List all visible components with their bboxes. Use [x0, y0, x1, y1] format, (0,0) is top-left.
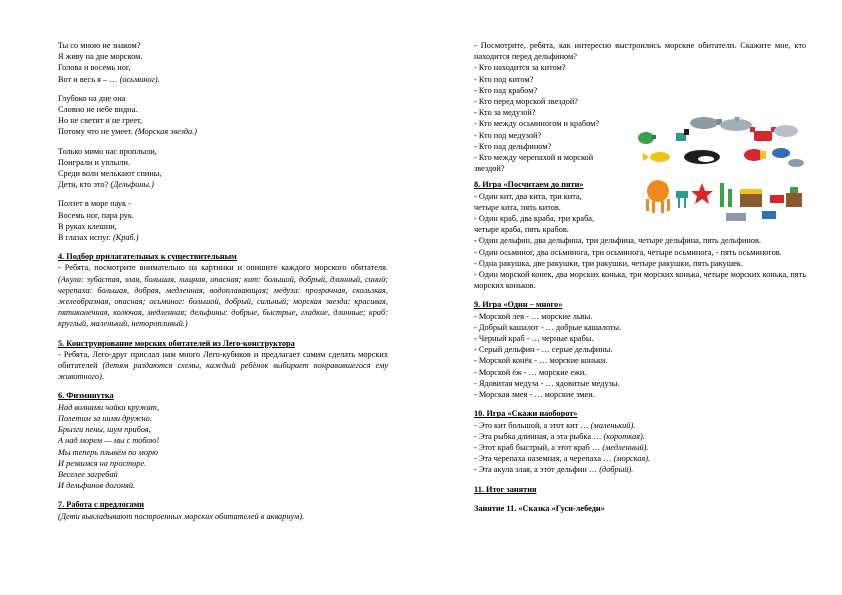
- riddle-line: Ползет в море паук -: [58, 199, 131, 209]
- question-item: - Кто над дельфином?: [474, 141, 552, 151]
- lego-orca-icon: [684, 150, 720, 164]
- count-item: - Один краб, два краба, три краба,: [474, 214, 595, 224]
- section-6-title: 6. Физминутка: [58, 391, 114, 401]
- opposite-item: [474, 431, 806, 442]
- count-item: - Один кит, два кита, три кита,: [474, 191, 582, 201]
- lego-jellyfish-icon: [676, 191, 688, 208]
- question-item: - Кто находится за китом?: [474, 63, 566, 73]
- opposite-answer: (добрый).: [599, 465, 634, 475]
- question-item: - Кто за медузой?: [474, 108, 536, 118]
- opposite-text: - Эта акула злая, а этот дельфин …: [474, 465, 600, 475]
- opposite-item: [474, 442, 806, 453]
- riddle-line: Я живу на дне морском.: [58, 52, 143, 62]
- section-5-intro: - Ребята, Лего-друг прислал нам много Лего-кубиков и предлагает самим сделать морских обитателей: [58, 349, 388, 371]
- poem-line: Брызги пены, шум прибоя,: [58, 425, 151, 435]
- question-item: - Кто под китом?: [474, 74, 534, 84]
- section-5-body: [58, 349, 388, 383]
- riddle-line-last: [58, 179, 388, 190]
- riddle-line-last: [58, 126, 388, 137]
- question-item: - Кто под медузой?: [474, 130, 542, 140]
- plural-item: - Добрый кашалот - … добрые кашалоты.: [474, 322, 622, 332]
- riddle-line: Ты со мною не знаком?: [58, 41, 141, 50]
- poem-line: Над волнами чайки кружат,: [58, 402, 160, 412]
- right-intro: - Посмотрите, ребята, как интересно выстроились морские обитатели. Скажите мне, кто находится перед дельфином?: [474, 41, 806, 62]
- lego-red-fish-icon: [744, 149, 766, 161]
- plural-item: - Морской ёж - … морские ежи.: [474, 367, 587, 377]
- opposite-text: - Эта рыбка длинная, а эта рыбка …: [474, 431, 604, 441]
- opposite-answer: (морская).: [613, 454, 651, 464]
- plural-item: - Морская змея - … морские змеи.: [474, 390, 595, 400]
- riddle-text: Дети, кто это?: [58, 180, 109, 190]
- plural-item: - Морской конёк - … морские коньки.: [474, 356, 608, 366]
- riddle-answer: (Дельфины.): [110, 180, 154, 190]
- opposite-answer: (медленный).: [602, 442, 649, 452]
- riddle-text: В глазах испуг.: [58, 233, 111, 243]
- lego-starfish-icon: [691, 183, 713, 204]
- lego-octopus-icon: [646, 180, 670, 213]
- riddle-1: [58, 40, 388, 85]
- riddle-answer: (Краб.): [112, 233, 139, 243]
- plural-item: - Ядовитая медуза - … ядовитые медузы.: [474, 378, 620, 388]
- left-column: [58, 40, 388, 522]
- section-8-title: 8. Игра «Посчитаем до пяти»: [474, 180, 584, 190]
- lego-seaweed-icon: [720, 183, 732, 207]
- lego-shark-icon: [720, 117, 752, 131]
- riddle-line: Словно не небе видна.: [58, 105, 138, 115]
- opposite-item: [474, 464, 806, 475]
- lego-yellow-fish-icon: [643, 152, 670, 162]
- lego-small-crab-icon: [770, 195, 784, 203]
- riddle-line: Но не светит и не греет,: [58, 116, 143, 126]
- lego-whale-icon: [690, 117, 722, 129]
- section-10-title: 10. Игра «Скажи наоборот»: [474, 409, 578, 419]
- opposite-text: - Это кит большой, а этот кит …: [474, 420, 591, 430]
- opposite-answer: (короткая).: [603, 431, 645, 441]
- right-column: [474, 40, 806, 514]
- opposite-answer: (маленький).: [590, 420, 636, 430]
- lego-ground-icon: [726, 211, 776, 221]
- riddle-4: [58, 198, 388, 243]
- plural-item: - Морской лев - … морские львы.: [474, 311, 593, 321]
- plural-item: - Серый дельфин - … серые дельфины.: [474, 345, 613, 355]
- riddle-line: Голова и восемь ног,: [58, 63, 131, 73]
- lego-sea-animals-picture: [636, 113, 808, 231]
- count-item-cont: четыре краба, пять крабов.: [474, 225, 569, 235]
- question-item: - Кто перед морской звездой?: [474, 97, 578, 107]
- lego-rocks-icon: [786, 187, 802, 207]
- riddle-text: Вот и весь я – …: [58, 74, 118, 84]
- riddle-line: Восемь ног, пара рук.: [58, 210, 134, 220]
- lego-blue-fish-icon: [772, 148, 790, 158]
- next-lesson-title: Занятие 11. «Сказка «Гуси-лебеди»: [474, 503, 605, 513]
- count-item: - Одна ракушка, две ракушки, три ракушки, четыре ракушки, пять ракушек.: [474, 258, 743, 268]
- lego-seahorse-icon: [676, 129, 689, 141]
- riddle-line-last: [58, 232, 388, 243]
- section-4-text: (Акула: зубастая, злая, большая, хищная, опасная; кит: большой, добрый, длинный, синий; черепаха: большая, добрая, медленная, водоплавающая; медуза: прозрачная, скользкая, желеобразная, опасная; осьминог: большой, добрый, сильный; морская звезда: красивая, пятиконечная, колючая, медленная; дельфины: добрые, быстрые, гладкие, длинные; краб: круглый, маленький, неторопливый.): [58, 274, 388, 329]
- section-7-title: 7. Работа с предлогами: [58, 500, 145, 510]
- question-item-cont: звездой?: [474, 164, 505, 174]
- question-item: - Кто между черепахой и морской: [474, 153, 594, 163]
- lego-fish-icon: [774, 125, 798, 137]
- section-11-title: 11. Итог занятия: [474, 484, 537, 494]
- question-item: - Кто между осьминогом и крабом?: [474, 119, 600, 129]
- section-4-body: [58, 262, 388, 329]
- riddle-line: В руках клешни,: [58, 221, 117, 231]
- opposite-item: [474, 420, 806, 431]
- riddle-answer: (Морская звезда.): [134, 127, 197, 137]
- poem-line: А над морем — мы с тобою!: [58, 436, 160, 446]
- opposite-item: [474, 453, 806, 464]
- riddle-line-last: [58, 74, 388, 85]
- poem-line: Полетим за ними дружно.: [58, 413, 152, 423]
- riddle-line: Только мимо нас проплыли,: [58, 146, 157, 156]
- opposite-text: - Эта черепаха наземная, а черепаха …: [474, 454, 614, 464]
- section-4-intro: - Ребята, посмотрите внимательно на картинки и опишите каждого морского обитателя.: [58, 263, 388, 273]
- riddle-line: Поиграли и уплыли.: [58, 157, 131, 167]
- lego-turtle-icon: [638, 132, 656, 144]
- poem-line: Веселее загребай: [58, 469, 118, 479]
- count-item-cont: четыре кита, пять китов.: [474, 202, 561, 212]
- count-item: - Один осьминог, два осьминога, три осьминога, четыре осьминога, - пять осьминогов.: [474, 247, 782, 257]
- section-5-text: (детям раздаются схемы, каждый ребёнок выбирает понравившегося ему животного).: [58, 361, 388, 382]
- riddle-line: Среди волн мелькают спины,: [58, 169, 162, 179]
- question-item: - Кто над крабом?: [474, 85, 538, 95]
- lego-crab-icon: [750, 127, 776, 141]
- lego-small-fish-icon: [788, 159, 804, 167]
- section-9-title: 9. Игра «Один – много»: [474, 300, 563, 310]
- count-item: - Один морской конек, два морских конька, три морских конька, четыре морских конька, пять морских коньков.: [474, 270, 806, 291]
- riddle-line: Глубоко на дне она: [58, 93, 126, 103]
- poem-line: Мы теперь плывём по морю: [58, 447, 158, 457]
- riddle-text: Потому что не умеет.: [58, 127, 133, 137]
- poem-line: И резвимся на просторе.: [58, 458, 147, 468]
- section-5-title: 5. Конструирование морских обитателей из Лего-конструктора: [58, 338, 295, 348]
- plural-item: - Черный краб - … черные крабы.: [474, 334, 594, 344]
- riddle-2: [58, 93, 388, 138]
- riddle-3: [58, 146, 388, 191]
- opposite-text: - Этот краб быстрый, а этот краб …: [474, 442, 603, 452]
- poem-line: И дельфинов догоняй.: [58, 481, 136, 491]
- count-item: - Один дельфин, два дельфина, три дельфина, четыре дельфина, пять дельфинов.: [474, 236, 761, 246]
- lego-chest-icon: [740, 189, 762, 207]
- section-7-text: (Дети выкладывают построенных морских обитателей в аквариум).: [58, 511, 305, 521]
- riddle-answer: (осьминог).: [119, 74, 160, 84]
- section-4-title: 4. Подбор прилагательных к существительным: [58, 252, 237, 262]
